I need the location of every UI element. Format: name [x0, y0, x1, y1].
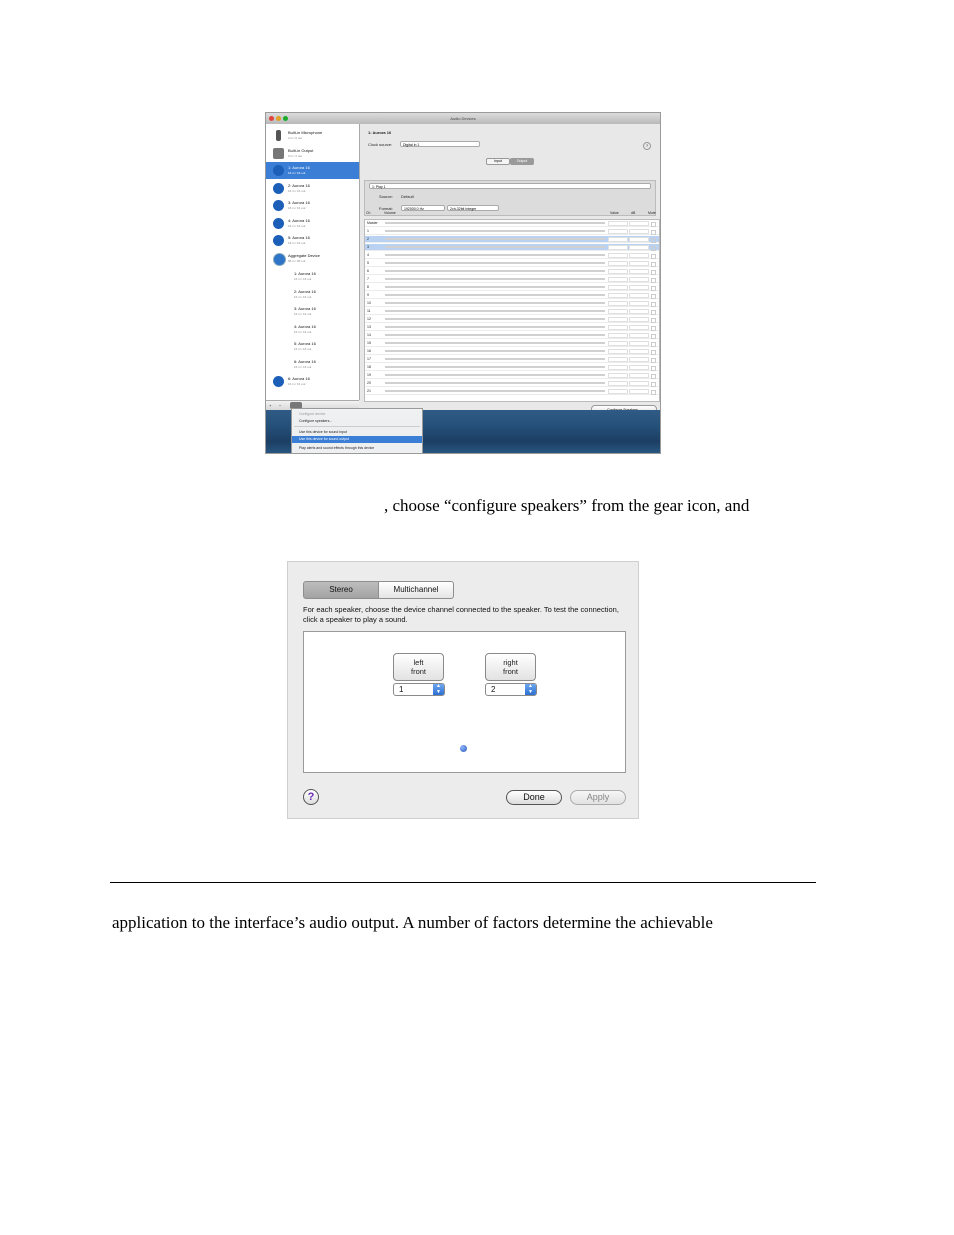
menu-separator: [294, 426, 420, 427]
channel-row: [365, 332, 659, 339]
channel-label: 9: [367, 293, 369, 297]
channel-label: 13: [367, 325, 371, 329]
device-item[interactable]: [266, 197, 359, 214]
db-field[interactable]: [629, 333, 649, 338]
device-name: Aggregate Device: [288, 252, 320, 258]
subdevice-item[interactable]: [266, 268, 359, 285]
right-speaker-line2: front: [502, 667, 518, 676]
subdevice-item[interactable]: [266, 321, 359, 338]
gear-menu-item[interactable]: Play alerts and sound effects through this device: [299, 446, 375, 450]
mute-checkbox[interactable]: [651, 310, 656, 315]
channel-label: 21: [367, 389, 371, 393]
channel-row: [365, 284, 659, 291]
mute-checkbox[interactable]: [651, 278, 656, 283]
volume-slider[interactable]: [385, 342, 605, 344]
volume-slider[interactable]: [385, 366, 605, 368]
volume-slider[interactable]: [385, 358, 605, 360]
mute-checkbox[interactable]: [651, 318, 656, 323]
mute-checkbox[interactable]: [651, 302, 656, 307]
subdevice-item[interactable]: [266, 356, 359, 373]
gear-menu: [291, 408, 423, 454]
right-speaker-line1: right: [503, 658, 518, 667]
configure-speakers-dialog: [287, 561, 639, 819]
volume-slider[interactable]: [385, 230, 605, 232]
mute-checkbox[interactable]: [651, 326, 656, 331]
device-item[interactable]: [266, 162, 359, 179]
value-field[interactable]: [608, 325, 628, 330]
value-field[interactable]: [608, 269, 628, 274]
mute-checkbox[interactable]: [651, 230, 656, 235]
channel-row: [365, 260, 659, 267]
channel-label: 11: [367, 309, 371, 313]
volume-slider[interactable]: [385, 334, 605, 336]
microphone-icon: [276, 130, 281, 141]
speaker-icon: [273, 148, 284, 159]
gear-menu-item[interactable]: Configure speakers...: [299, 419, 333, 423]
mute-checkbox[interactable]: [651, 238, 656, 243]
value-field[interactable]: [608, 341, 628, 346]
device-item[interactable]: [266, 145, 359, 162]
db-field[interactable]: [629, 293, 649, 298]
subdevice-name: 4: Aurora 16: [294, 323, 316, 329]
mute-checkbox[interactable]: [651, 222, 656, 227]
channel-row: [365, 244, 659, 251]
thunderbolt-icon: [273, 183, 284, 194]
db-field[interactable]: [629, 221, 649, 226]
left-speaker-line2: front: [410, 667, 426, 676]
device-item[interactable]: [266, 373, 359, 390]
thunderbolt-icon: [273, 218, 284, 229]
channel-label: 1: [367, 229, 369, 233]
tab-output[interactable]: Output: [510, 158, 534, 165]
channel-label: 14: [367, 333, 371, 337]
db-field[interactable]: [629, 365, 649, 370]
db-field[interactable]: [629, 277, 649, 282]
col-volume: Volume: [384, 211, 396, 215]
volume-slider[interactable]: [385, 246, 605, 248]
volume-slider[interactable]: [385, 270, 605, 272]
volume-slider[interactable]: [385, 390, 605, 392]
channel-label: Master: [367, 221, 378, 225]
device-name: 2: Aurora 16: [288, 182, 310, 188]
device-io-count: 96 in / 96 out: [288, 258, 306, 263]
speaker-layout-area: [303, 631, 626, 773]
channel-row: [365, 300, 659, 307]
volume-slider[interactable]: [385, 238, 605, 240]
col-db: dB: [631, 211, 636, 215]
mute-checkbox[interactable]: [651, 286, 656, 291]
db-field[interactable]: [629, 245, 649, 250]
device-io-count: 0 in / 2 out: [288, 153, 303, 158]
channel-row: [365, 356, 659, 363]
db-field[interactable]: [629, 229, 649, 234]
channel-row: [365, 372, 659, 379]
db-field[interactable]: [629, 317, 649, 322]
device-item[interactable]: [266, 250, 359, 267]
value-field[interactable]: [608, 293, 628, 298]
db-field[interactable]: [629, 357, 649, 362]
volume-slider[interactable]: [385, 318, 605, 320]
channel-label: 5: [367, 261, 369, 265]
channel-label: 8: [367, 285, 369, 289]
channel-row: [365, 340, 659, 347]
channel-row: [365, 276, 659, 283]
mute-checkbox[interactable]: [651, 334, 656, 339]
col-ch: Ch: [366, 211, 371, 215]
body-paragraph: application to the interface’s audio output. A number of factors determine the achievable: [112, 913, 713, 932]
mute-checkbox[interactable]: [651, 382, 656, 387]
clock-source-popup[interactable]: Digital in 1: [400, 141, 480, 147]
db-field[interactable]: [629, 341, 649, 346]
gear-menu-item: Configure device: [299, 412, 326, 416]
value-field[interactable]: [608, 349, 628, 354]
col-mute: Mute: [648, 211, 656, 215]
subdevice-io-count: 16 in / 16 out: [294, 329, 312, 334]
help-icon[interactable]: ?: [643, 142, 651, 150]
left-channel-select[interactable]: [393, 683, 445, 696]
volume-slider[interactable]: [385, 310, 605, 312]
volume-slider[interactable]: [385, 350, 605, 352]
device-name: 5: Aurora 16: [288, 235, 310, 240]
db-field[interactable]: [629, 309, 649, 314]
channel-label: 3: [367, 245, 369, 249]
db-field[interactable]: [629, 373, 649, 378]
tab-multichannel[interactable]: Multichannel: [378, 581, 454, 599]
volume-slider[interactable]: [385, 262, 605, 264]
subdevice-io-count: 16 in / 16 out: [294, 312, 312, 316]
volume-slider[interactable]: [385, 278, 605, 280]
value-field[interactable]: [608, 309, 628, 314]
subdevice-name: 3: Aurora 16: [294, 306, 316, 311]
mute-checkbox[interactable]: [651, 350, 656, 355]
stepper-arrows-icon: ▲ ▼: [433, 684, 444, 695]
device-name: 1: Aurora 16: [288, 165, 310, 170]
db-field[interactable]: [629, 269, 649, 274]
mute-checkbox[interactable]: [651, 270, 656, 275]
aggregate-icon: [273, 253, 286, 266]
db-field[interactable]: [629, 381, 649, 386]
volume-slider[interactable]: [385, 254, 605, 256]
device-io-count: 2 in / 0 out: [288, 136, 303, 140]
right-channel-value: 2: [491, 685, 496, 694]
device-title: 1: Aurora 16: [368, 130, 392, 135]
value-field[interactable]: [608, 373, 628, 378]
subdevice-name: 2: Aurora 16: [294, 288, 316, 294]
db-field[interactable]: [629, 389, 649, 394]
tab-input[interactable]: Input: [486, 158, 510, 165]
thunderbolt-icon: [273, 200, 284, 211]
done-button[interactable]: Done: [506, 790, 562, 805]
channel-row: [365, 236, 659, 243]
value-field[interactable]: [608, 301, 628, 306]
speaker-instructions: For each speaker, choose the device channel connected to the speaker. To test the connection, click a speaker to play a sound.: [303, 605, 619, 624]
channel-row: [365, 348, 659, 355]
mute-checkbox[interactable]: [651, 294, 656, 299]
volume-slider[interactable]: [385, 302, 605, 304]
db-field[interactable]: [629, 237, 649, 242]
device-io-count: 16 in / 16 out: [288, 241, 306, 245]
left-front-speaker-button[interactable]: [393, 653, 444, 681]
device-io-count: 16 in / 16 out: [288, 223, 306, 228]
db-field[interactable]: [629, 261, 649, 266]
subdevice-name: 5: Aurora 16: [294, 341, 316, 346]
close-window-button[interactable]: [269, 116, 274, 121]
thunderbolt-icon: [273, 235, 284, 246]
source-value: Default: [401, 194, 414, 199]
channel-row: [365, 228, 659, 235]
value-field[interactable]: [608, 357, 628, 362]
listener-position-icon: [460, 745, 467, 752]
clock-source-label: Clock source:: [368, 142, 393, 147]
right-channel-select[interactable]: [485, 683, 537, 696]
mute-checkbox[interactable]: [651, 390, 656, 395]
value-field[interactable]: [608, 389, 628, 394]
channel-label: 10: [367, 301, 371, 305]
mute-checkbox[interactable]: [651, 342, 656, 347]
device-io-count: 16 in / 16 out: [288, 171, 306, 175]
channel-label: 16: [367, 349, 371, 353]
value-field[interactable]: [608, 221, 628, 226]
channel-row: [365, 316, 659, 323]
device-detail-pane: [360, 124, 661, 410]
device-item[interactable]: [266, 215, 359, 232]
volume-slider[interactable]: [385, 286, 605, 288]
subdevice-item[interactable]: [266, 338, 359, 355]
channel-label: 17: [367, 357, 371, 361]
value-field[interactable]: [608, 261, 628, 266]
mute-checkbox[interactable]: [651, 374, 656, 379]
device-name: 3: Aurora 16: [288, 200, 310, 205]
channel-row: [365, 388, 659, 395]
device-list: [266, 124, 360, 400]
channel-row: [365, 220, 659, 227]
format-popup[interactable]: 192000.0 Hz: [401, 205, 445, 211]
format-bits-popup[interactable]: 2ch-32bit Integer: [447, 205, 499, 211]
device-item[interactable]: [266, 180, 359, 197]
channel-row: [365, 308, 659, 315]
remove-device-button[interactable]: −: [279, 403, 282, 408]
db-field[interactable]: [629, 349, 649, 354]
tab-stereo[interactable]: Stereo: [303, 581, 379, 599]
format-label: Format:: [379, 206, 393, 211]
right-front-speaker-button[interactable]: [485, 653, 536, 681]
minimize-window-button[interactable]: [276, 116, 281, 121]
value-field[interactable]: [608, 317, 628, 322]
value-field[interactable]: [608, 237, 628, 242]
channel-row: [365, 292, 659, 299]
subdevice-name: 6: Aurora 16: [294, 358, 316, 364]
db-field[interactable]: [629, 325, 649, 330]
subdevice-item[interactable]: [266, 286, 359, 303]
thunderbolt-icon: [273, 376, 284, 387]
device-name: Built-in Output: [288, 147, 314, 153]
window-title: Audio Devices: [450, 116, 476, 121]
channel-row: [365, 324, 659, 331]
channel-label: 12: [367, 317, 371, 321]
subdevice-io-count: 16 in / 16 out: [294, 294, 312, 299]
left-channel-value: 1: [399, 685, 404, 694]
channel-row: [365, 268, 659, 275]
instruction-text: , choose “configure speakers” from the gear icon, and: [384, 496, 750, 515]
mute-checkbox[interactable]: [651, 366, 656, 371]
value-field[interactable]: [608, 381, 628, 386]
gear-menu-item[interactable]: Use this device for sound input: [299, 430, 347, 434]
channel-row: [365, 252, 659, 259]
channel-row: [365, 380, 659, 387]
device-name: 6: Aurora 16: [288, 376, 310, 381]
device-io-count: 16 in / 16 out: [288, 206, 306, 210]
db-field[interactable]: [629, 301, 649, 306]
value-field[interactable]: [608, 245, 628, 250]
channel-label: 18: [367, 365, 371, 369]
subdevice-name: 1: Aurora 16: [294, 271, 316, 276]
device-io-count: 16 in / 16 out: [288, 382, 306, 386]
channel-label: 4: [367, 253, 369, 257]
value-field[interactable]: [608, 253, 628, 258]
channel-table: [364, 219, 660, 402]
zoom-window-button[interactable]: [283, 116, 288, 121]
device-item[interactable]: [266, 127, 359, 144]
audio-devices-window: [265, 112, 661, 454]
volume-slider[interactable]: [385, 382, 605, 384]
channel-label: 6: [367, 269, 369, 273]
volume-slider[interactable]: [385, 222, 605, 224]
mute-checkbox[interactable]: [651, 254, 656, 259]
mute-checkbox[interactable]: [651, 246, 656, 251]
channel-label: 7: [367, 277, 369, 281]
thunderbolt-icon: [273, 165, 284, 176]
value-field[interactable]: [608, 277, 628, 282]
subdevice-io-count: 16 in / 16 out: [294, 347, 312, 351]
mute-checkbox[interactable]: [651, 358, 656, 363]
channel-row: [365, 364, 659, 371]
col-value: Value: [610, 211, 619, 215]
source-label: Source:: [379, 194, 393, 199]
device-item[interactable]: [266, 232, 359, 249]
channel-label: 15: [367, 341, 371, 345]
help-button[interactable]: ?: [303, 789, 319, 805]
volume-slider[interactable]: [385, 326, 605, 328]
mute-checkbox[interactable]: [651, 262, 656, 267]
gear-menu-item[interactable]: Use this device for sound output: [292, 436, 422, 443]
value-field[interactable]: [608, 285, 628, 290]
device-name: Built-in Microphone: [288, 130, 323, 135]
db-field[interactable]: [629, 285, 649, 290]
stream-popup[interactable]: 1: Play 1: [369, 183, 651, 189]
device-io-count: 16 in / 16 out: [288, 188, 306, 193]
value-field[interactable]: [608, 229, 628, 234]
left-speaker-line1: left: [413, 658, 424, 667]
add-device-button[interactable]: +: [269, 403, 272, 408]
subdevice-item[interactable]: [266, 303, 359, 320]
channel-label: 20: [367, 381, 371, 385]
subdevice-io-count: 16 in / 16 out: [294, 277, 312, 281]
apply-button[interactable]: Apply: [570, 790, 626, 805]
channel-label: 2: [367, 237, 369, 241]
stepper-arrows-icon: ▲ ▼: [525, 684, 536, 695]
device-name: 4: Aurora 16: [288, 217, 310, 223]
db-field[interactable]: [629, 253, 649, 258]
channel-label: 19: [367, 373, 371, 377]
subdevice-io-count: 16 in / 16 out: [294, 364, 312, 369]
horizontal-rule: [110, 882, 816, 883]
value-field[interactable]: [608, 365, 628, 370]
value-field[interactable]: [608, 333, 628, 338]
volume-slider[interactable]: [385, 294, 605, 296]
volume-slider[interactable]: [385, 374, 605, 376]
